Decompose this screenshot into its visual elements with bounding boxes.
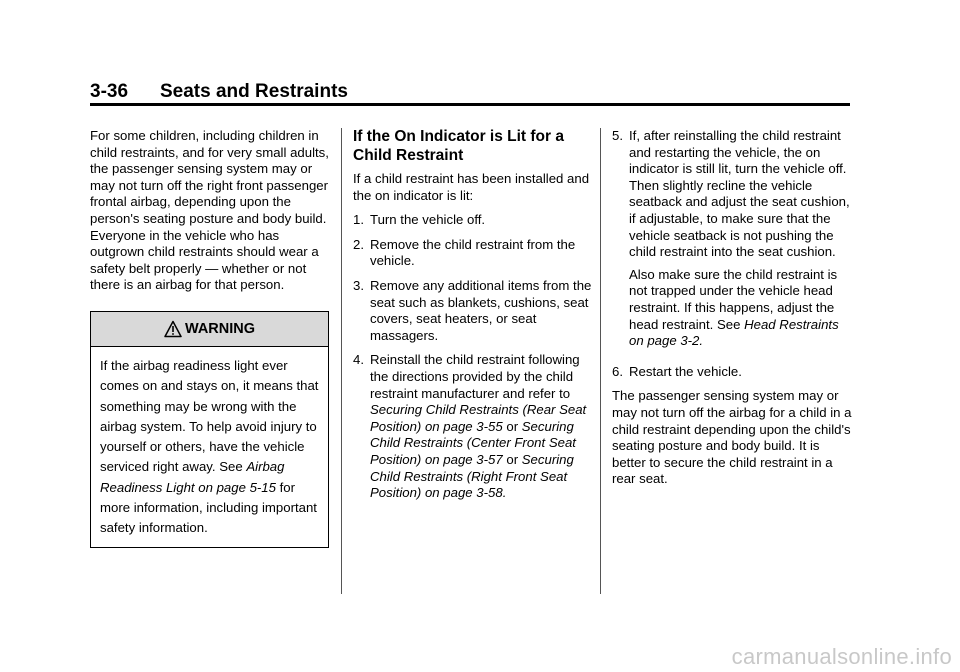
steps-list [353, 212, 593, 502]
steps-list-continued [612, 128, 854, 380]
warning-header [91, 312, 328, 347]
step-paragraph: If, after reinstalling the child restraint and restarting the vehicle, the on indicator is still lit, turn the vehicle off. Then slightly recline the vehicle seatback and adjust the seat cushion, if adjustable, to make sure that the vehicle seatback is not pushing the child restraint into the seat cushion. [629, 128, 850, 260]
list-item [353, 212, 593, 229]
step-text-part: or [502, 418, 522, 434]
section-intro: If a child restraint has been installed and the on indicator is lit: [353, 171, 590, 203]
link-rear-seat[interactable]: Securing Child Restraints (Rear Seat Position) on page 3-55 [370, 402, 587, 434]
step-number: 5. [612, 128, 623, 143]
column-divider [600, 128, 601, 594]
step-number: 4. [353, 352, 364, 368]
link-right-front-seat[interactable]: Securing Child Restraints (Right Front Seat Position) on page 3-58 [370, 451, 574, 501]
warning-box [90, 311, 329, 548]
page-number: 3-36 [90, 81, 129, 102]
step-number: 3. [353, 277, 364, 293]
column-divider [341, 128, 342, 594]
list-item [353, 352, 593, 501]
section-title: Seats and Restraints [160, 81, 348, 102]
step-text-part: Also make sure the child restraint is not trapped under the vehicle head restraint. If this happens, adjust the head restraint. See [629, 266, 838, 332]
step-text-part: . [502, 485, 507, 501]
warning-text-end: for more information, including important safety information. [100, 479, 317, 536]
step-text [370, 352, 593, 501]
intro-paragraph: For some children, including children in child restraints, and for very small adults, the passenger sensing system may or may not turn off the right front passenger frontal airbag, depending upon the person's seating posture and body build. Everyone in the vehicle who has outgrown child restraints should wear a safety belt properly — whether or not there is an airbag for that person. [90, 128, 329, 293]
step-number: 2. [353, 236, 364, 252]
step-text-part: or [502, 451, 522, 467]
header-rule [90, 103, 850, 106]
column-2 [353, 128, 593, 510]
link-head-restraints[interactable]: Head Restraints on page 3-2 [629, 316, 839, 349]
step-text-part: . [699, 333, 704, 349]
step-text-part: Reinstall the child restraint following the directions provided by the child restraint manufacturer and refer to [370, 352, 580, 401]
step-text: Turn the vehicle off. [370, 212, 486, 228]
page-header [90, 80, 850, 104]
step-text: Remove any additional items from the seat such as blankets, cushions, seat covers, seat heaters, or seat massagers. [370, 277, 592, 343]
warning-triangle-icon [164, 320, 182, 338]
warning-text: If the airbag readiness light ever comes on and stays on, it means that something may be wrong with the airbag system. To help avoid injury to yourself or others, have the vehicle serviced right away. See [100, 357, 319, 475]
step-text [629, 128, 854, 356]
section-heading: If the On Indicator is Lit for a Child Restraint [353, 128, 564, 164]
watermark: carmanualsonline.info [731, 644, 952, 669]
step-number: 6. [612, 363, 623, 379]
warning-title: WARNING [184, 320, 256, 337]
column-3 [612, 128, 854, 496]
step-paragraph [629, 267, 854, 350]
step-text: Restart the vehicle. [629, 363, 742, 379]
step-text: Remove the child restraint from the vehicle. [370, 236, 576, 269]
warning-body [91, 347, 328, 547]
list-item [353, 237, 593, 270]
step-number: 1. [353, 212, 364, 228]
link-center-front-seat[interactable]: Securing Child Restraints (Center Front Seat Position) on page 3-57 [370, 418, 576, 467]
list-item [612, 128, 854, 356]
list-item [612, 364, 854, 381]
list-item [353, 278, 593, 344]
column-1 [90, 128, 332, 548]
warning-link[interactable]: Airbag Readiness Light on page 5-15 [100, 459, 285, 495]
closing-paragraph: The passenger sensing system may or may not turn off the airbag for a child in a child restraint depending upon the child's seating posture and body build. It is better to secure the child restraint in a rear seat. [612, 388, 852, 487]
